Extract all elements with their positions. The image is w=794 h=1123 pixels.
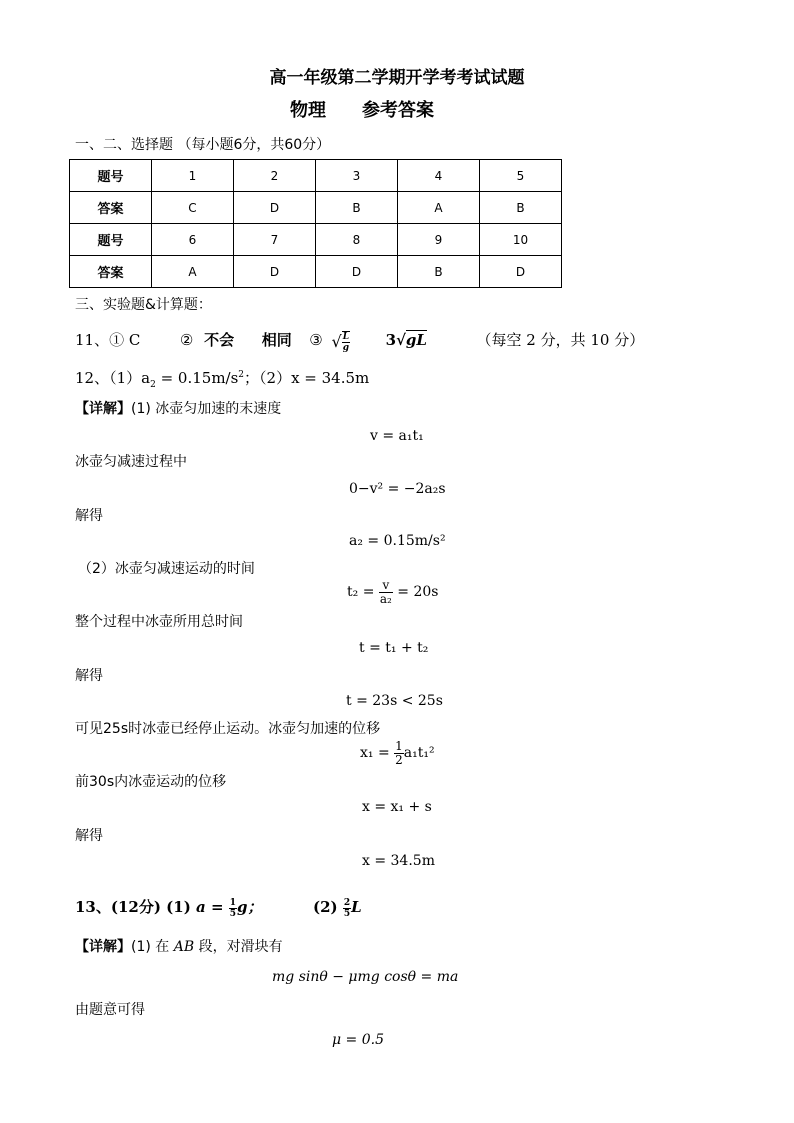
q12-eq6: t = 23s < 25s	[346, 693, 443, 709]
table-row	[70, 224, 562, 256]
q12-line7: 可见25s时冰壶已经停止运动。冰壶匀加速的位移	[75, 721, 381, 737]
q12-eq1: v = a₁t₁	[370, 428, 424, 444]
q13-line1-b: 段，对滑块有	[198, 939, 283, 955]
q13-summary-a-tail: g；	[237, 898, 263, 916]
q12-line3: 解得	[75, 508, 103, 524]
table-cell: 6	[152, 224, 234, 256]
table-cell: 答案	[70, 256, 152, 288]
q12-line5: 整个过程中冰壶所用总时间	[75, 614, 243, 630]
q12-summary-c: ；（2）x = 34.5m	[244, 369, 370, 387]
q13-summary-a: 13、(12分) (1)	[75, 898, 191, 916]
q12-eq7-den: 2	[395, 752, 403, 767]
q12-eq9: x = 34.5m	[362, 853, 435, 869]
table-cell: 8	[316, 224, 398, 256]
q12-line9: 解得	[75, 828, 103, 844]
table-cell: B	[398, 256, 480, 288]
table-cell: 5	[480, 160, 562, 192]
table-cell: 10	[480, 224, 562, 256]
q13-summary-b: (2)	[313, 898, 338, 916]
q12-eq7-rhs: a₁t₁²	[403, 745, 435, 761]
q13-summary	[75, 892, 362, 922]
q11-p2: ②	[179, 331, 194, 349]
q13-eq2: μ = 0.5	[332, 1032, 384, 1048]
q13-summary-b-frac	[343, 898, 351, 919]
q12-eq7-num: 1	[395, 738, 403, 753]
table-cell: A	[398, 192, 480, 224]
page-title: 高一年级第二学期开学考考试试题	[269, 68, 525, 88]
table-cell: 题号	[70, 160, 152, 192]
q13-detail-label: 【详解】	[75, 939, 131, 955]
q13-summary-a-num: 1	[229, 897, 237, 908]
section1-heading: 一、二、选择题 （每小题6分，共60分）	[75, 137, 331, 153]
table-cell: 9	[398, 224, 480, 256]
table-row	[70, 160, 562, 192]
table-cell: C	[152, 192, 234, 224]
q11-sqrt-ratio: √ $\frac{L}{g}$	[331, 331, 350, 353]
table-cell: D	[480, 256, 562, 288]
q12-summary-b: = 0.15m/s	[155, 369, 239, 387]
q11-prefix: 11、① C	[75, 331, 141, 349]
q12-eq4-frac	[379, 579, 393, 606]
q12-eq4-num: v	[382, 577, 390, 592]
q11-answer: 11、① C ② 不会 相同 ③ √ $\frac{L}{g}$ 3√gL （每空 2 分，共 10 分）	[75, 326, 644, 356]
q12-summary	[75, 367, 369, 390]
q12-eq7-lhs: x₁ =	[360, 745, 390, 761]
table-cell: 2	[234, 160, 316, 192]
q12-eq3: a₂ = 0.15m/s²	[349, 533, 446, 549]
table-cell: A	[152, 256, 234, 288]
q11-p2a: 不会	[204, 331, 235, 349]
q13-summary-a-frac	[229, 898, 237, 919]
q11-sqrt-den: g	[342, 342, 350, 353]
q12-eq4-den: a₂	[379, 591, 392, 606]
q12-line6: 解得	[75, 668, 103, 684]
table-cell: D	[234, 192, 316, 224]
table-cell: B	[480, 192, 562, 224]
q12-line2: 冰壶匀减速过程中	[75, 454, 187, 470]
table-cell: 题号	[70, 224, 152, 256]
q13-line2: 由题意可得	[75, 1002, 145, 1018]
table-cell: 3	[316, 160, 398, 192]
table-row	[70, 256, 562, 288]
q13-summary-a-den: 5	[229, 908, 237, 919]
q13-summary-a-lhs: a =	[196, 898, 224, 916]
subtitle-doc: 参考答案	[362, 100, 434, 121]
section2-heading: 三、实验题&计算题：	[75, 297, 212, 313]
q11-score: （每空 2 分，共 10 分）	[476, 331, 645, 349]
q13-line1-a: (1) 在	[131, 939, 170, 955]
q13-eq1: mg sinθ − μmg cosθ = ma	[272, 969, 459, 985]
table-cell: 1	[152, 160, 234, 192]
q13-summary-b-num: 2	[343, 897, 351, 908]
q12-eq7-frac	[394, 740, 404, 767]
table-cell: D	[234, 256, 316, 288]
q12-detail-line1	[75, 398, 281, 418]
answer-table	[69, 159, 562, 288]
q13-line1-ab: AB	[173, 939, 195, 955]
q11-ans4-coef: 3	[385, 331, 397, 349]
page-subtitle	[290, 96, 434, 122]
q11-p2b: 相同	[261, 331, 292, 349]
q12-summary-a: 12、（1）a	[75, 369, 151, 387]
table-cell: 答案	[70, 192, 152, 224]
q12-summary-b-sup: 2	[238, 370, 245, 380]
q13-summary-b-den: 5	[343, 908, 351, 919]
subtitle-subject: 物理	[290, 100, 326, 121]
q11-p3: ③	[309, 331, 323, 349]
q12-eq2: 0−v² = −2a₂s	[349, 481, 446, 497]
q13-detail-line1	[75, 936, 283, 956]
q12-eq7	[360, 737, 435, 769]
table-cell: 7	[234, 224, 316, 256]
q11-ans4-rad: gL	[405, 331, 427, 349]
q12-detail-label: 【详解】	[75, 401, 131, 417]
q12-line8: 前30s内冰壶运动的位移	[75, 774, 227, 790]
table-row	[70, 192, 562, 224]
table-cell: B	[316, 192, 398, 224]
q13-summary-b-tail: L	[351, 898, 362, 916]
q12-eq8: x = x₁ + s	[362, 799, 432, 815]
q12-eq4-rhs: = 20s	[397, 584, 439, 600]
q11-sqrt-num: L	[342, 331, 350, 342]
q12-line1-text: (1) 冰壶匀加速的末速度	[131, 401, 282, 417]
table-cell: D	[316, 256, 398, 288]
q12-summary-a-sub: 2	[150, 380, 156, 390]
q12-eq4	[347, 577, 438, 607]
q12-eq5: t = t₁ + t₂	[359, 640, 429, 656]
q12-eq4-lhs: t₂ =	[347, 584, 375, 600]
table-cell: 4	[398, 160, 480, 192]
q12-line4: （2）冰壶匀减速运动的时间	[78, 561, 255, 577]
